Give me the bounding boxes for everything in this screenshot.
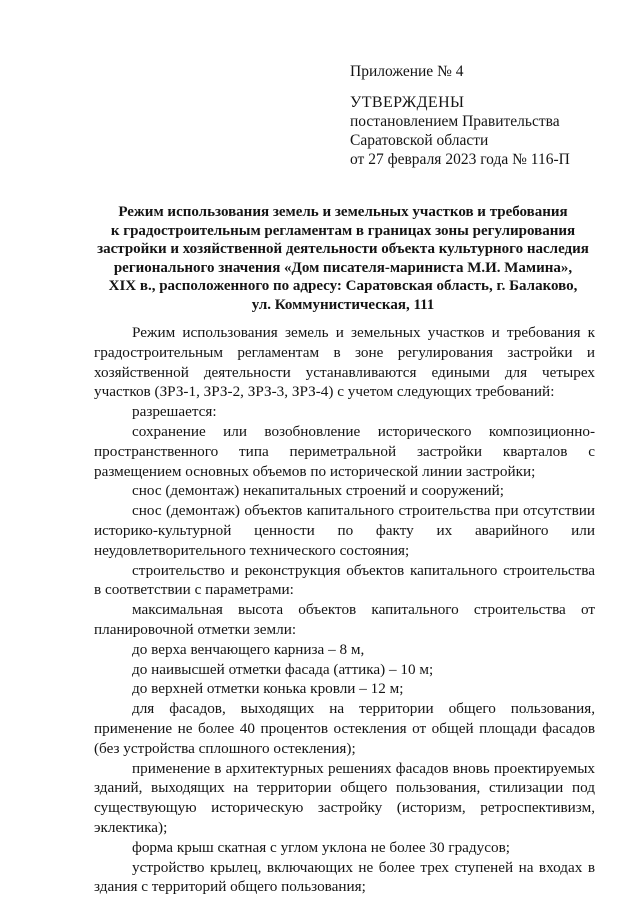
title-line: к градостроительным регламентам в границах зоны регулирования <box>110 222 576 239</box>
document-body <box>94 323 595 897</box>
title-line: ул. Коммунистическая, 111 <box>251 296 435 313</box>
body-paragraph: до верха венчающего карниза – 8 м, <box>132 640 365 658</box>
body-paragraph: снос (демонтаж) некапитальных строений и сооружений; <box>132 482 505 500</box>
body-paragraph: строительство и реконструкция объектов капитального строительства в соответствии с параметрами: <box>94 561 595 599</box>
body-paragraph: применение в архитектурных решениях фасадов вновь проектируемых зданий, выходящих на территории общего пользования, стилизации под существующую историческую застройку (историзм, ретроспективизм, эклектика); <box>94 759 595 836</box>
title-line: Режим использования земель и земельных участков и требования <box>118 204 568 220</box>
body-paragraph: сохранение или возобновление исторического композиционно-пространственного типа периметральной застройки кварталов с размещением основных объемов по исторической линии застройки; <box>94 422 595 480</box>
title-line: застройки и хозяйственной деятельности объекта культурного наследия <box>97 241 589 257</box>
approved-heading: УТВЕРЖДЕНЫ <box>350 94 465 111</box>
attachment-number: Приложение № 4 <box>350 63 464 80</box>
title-line: регионального значения «Дом писателя-мариниста М.И. Мамина», <box>113 259 573 276</box>
body-paragraph: максимальная высота объектов капитального строительства от планировочной отметки земли: <box>94 601 595 638</box>
document-title <box>92 203 594 314</box>
body-paragraph: Режим использования земель и земельных участков и требования к градостроительным регламентам в зоне регулирования застройки и хозяйственной деятельности устанавливаются едиными для четырех участков (ЗРЗ-1, ЗРЗ-2, ЗРЗ-3, ЗРЗ-4) с учетом следующих требований: <box>94 324 595 401</box>
body-paragraph: разрешается: <box>132 403 217 421</box>
body-paragraph: для фасадов, выходящих на территории общего пользования, применение не более 40 процентов остекления от общей площади фасадов (без устройства сплошного остекления); <box>94 700 595 757</box>
approval-line: Саратовской области <box>350 132 489 149</box>
title-line: XIX в., расположенного по адресу: Саратовская область, г. Балаково, <box>108 278 578 294</box>
approval-line: от 27 февраля 2023 года № 116-П <box>350 151 570 168</box>
body-paragraph: до наивысшей отметки фасада (аттика) – 10 м; <box>132 660 434 678</box>
approval-block <box>350 62 570 169</box>
body-paragraph: форма крыш скатная с углом уклона не более 30 градусов; <box>132 838 510 856</box>
approval-line: постановлением Правительства <box>350 113 560 130</box>
body-paragraph: устройство крылец, включающих не более трех ступеней на входах в здания с территорий общего пользования; <box>94 858 595 896</box>
body-paragraph: снос (демонтаж) объектов капитального строительства при отсутствии историко-культурной ценности по факту их аварийного или неудовлетворительного технического состояния; <box>94 502 595 559</box>
body-paragraph: до верхней отметки конька кровли – 12 м; <box>132 680 404 698</box>
